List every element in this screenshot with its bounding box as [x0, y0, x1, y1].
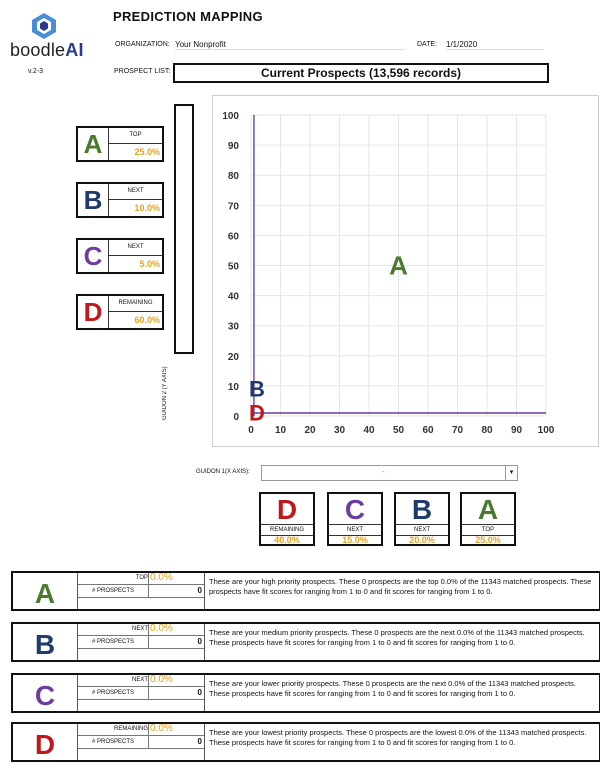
tier-annotation-a: A	[389, 250, 408, 281]
chart-frame	[212, 95, 599, 447]
guidon1-select[interactable]: -	[261, 465, 506, 481]
y-tick-label: 20	[227, 351, 239, 363]
tier-letter: D	[13, 724, 78, 760]
org-label: ORGANIZATION:	[115, 41, 170, 48]
tier-percent: 0.0%	[150, 674, 173, 685]
version-label: v.2-3	[28, 68, 44, 75]
tier-percent: 40.0%	[274, 535, 300, 545]
tier-name: NEXT	[329, 524, 381, 536]
tier-percent: 0.0%	[150, 572, 173, 583]
legend-tier-a	[76, 126, 164, 162]
prospect-count-label: # PROSPECTS	[78, 687, 149, 699]
tier-letter: C	[78, 240, 109, 272]
tier-name: TOP	[462, 524, 514, 536]
x-tick-label: 10	[274, 425, 287, 436]
y-tick-label: 100	[222, 111, 239, 122]
chevron-down-icon[interactable]: ▾	[505, 465, 518, 481]
x-tick-label: 30	[333, 425, 346, 436]
date-label: DATE:	[417, 41, 438, 48]
prospect-count-label: # PROSPECTS	[78, 736, 149, 748]
tier-stats	[78, 675, 205, 711]
tier-annotation-d: D	[248, 400, 265, 426]
tier-name: NEXT	[78, 624, 149, 635]
tier-letter: A	[78, 128, 109, 160]
yaxis-title: GUIDON 2 (Y AXIS)	[162, 366, 168, 420]
x-tick-label: 90	[510, 425, 523, 436]
tier-percent: 15.0%	[342, 535, 368, 545]
tier-name: NEXT	[109, 240, 162, 256]
legend-tier-d	[76, 294, 164, 330]
prospect-count: 0	[197, 688, 202, 697]
x-tick-label: 50	[392, 425, 405, 436]
tier-letter: A	[13, 573, 78, 609]
x-tick-label: 20	[304, 425, 316, 436]
summary-row-b	[11, 622, 600, 662]
bottom-legend-tier-c	[327, 492, 383, 546]
tier-letter: C	[13, 675, 78, 711]
prospect-count-label: # PROSPECTS	[78, 585, 149, 597]
x-tick-label: 60	[422, 425, 434, 436]
tier-letter: D	[78, 296, 109, 328]
legend-tier-c	[76, 238, 164, 274]
prediction-chart	[213, 96, 598, 446]
prospect-list-label: PROSPECT LIST:	[114, 68, 171, 75]
tier-name: NEXT	[78, 675, 149, 686]
tier-letter: B	[13, 624, 78, 660]
prospect-count-label: # PROSPECTS	[78, 636, 149, 648]
y-tick-label: 50	[227, 261, 239, 273]
xaxis-label: GUIDON 1(X AXIS):	[196, 469, 250, 475]
tier-stats	[78, 573, 205, 609]
tier-percent[interactable]: 10.0%	[134, 203, 160, 213]
brand-logo: boodleAI	[10, 40, 84, 60]
tier-percent: 0.0%	[150, 623, 173, 634]
y-tick-label: 30	[227, 321, 239, 333]
tier-letter: B	[411, 494, 433, 525]
tier-percent[interactable]: 5.0%	[139, 259, 160, 269]
x-tick-label: 70	[451, 425, 464, 436]
tier-stats	[78, 724, 205, 760]
tier-name: TOP	[109, 128, 162, 144]
x-tick-label: 80	[481, 425, 493, 436]
prospect-count: 0	[197, 586, 202, 595]
y-tick-label: 90	[227, 141, 239, 153]
tier-stats	[78, 624, 205, 660]
tier-name: REMAINING	[109, 296, 162, 312]
tier-description: These are your lower priority prospects. These 0 prospects are the next 0.0% of the 11343 matched prospects. These prospects have fit scores for ranging from 1 to 0 and fit scores for ranging from 1 to 0.	[209, 679, 577, 698]
tier-description: These are your lowest priority prospects. These 0 prospects are the lowest 0.0% of the 11343 matched prospects. These prospects have fit scores for ranging from 1 to 0 and fit scores for ranging from 1 to 0.	[209, 728, 587, 747]
bottom-legend-tier-a	[460, 492, 516, 546]
prospect-count: 0	[197, 737, 202, 746]
x-tick-label: 40	[363, 425, 375, 436]
tier-name: TOP	[78, 573, 149, 584]
y-tick-label: 70	[227, 201, 239, 213]
tier-percent[interactable]: 60.0%	[134, 315, 160, 325]
tier-letter: B	[78, 184, 109, 216]
tier-letter: C	[344, 494, 366, 525]
tier-description: These are your medium priority prospects. These 0 prospects are the next 0.0% of the 11343 matched prospects. These prospects have fit scores for ranging from 1 to 0 and fit scores for ranging from 1 to 0.	[209, 628, 585, 647]
tier-percent: 25.0%	[475, 535, 501, 545]
tier-name: NEXT	[109, 184, 162, 200]
y-tick-label: 0	[233, 412, 239, 423]
tier-description: These are your high priority prospects. These 0 prospects are the top 0.0% of the 11343 matched prospects. These prospects have fit scores for ranging from 1 to 0 and fit scores for ranging from 1 to 0.	[209, 577, 592, 596]
date-value[interactable]: 1/1/2020	[446, 40, 544, 50]
tier-annotation-b: B	[248, 376, 265, 402]
tier-name: REMAINING	[78, 724, 149, 735]
tier-name: NEXT	[396, 524, 448, 536]
x-tick-label: 100	[537, 425, 555, 436]
summary-row-c	[11, 673, 600, 713]
prospect-list-select[interactable]: Current Prospects (13,596 records)	[173, 63, 549, 83]
tier-percent[interactable]: 25.0%	[134, 147, 160, 157]
y-tick-label: 80	[227, 171, 239, 183]
guidon2-selector[interactable]	[174, 104, 194, 354]
y-tick-label: 40	[227, 291, 239, 303]
bottom-legend-tier-b	[394, 492, 450, 546]
y-tick-label: 60	[227, 231, 239, 243]
legend-tier-b	[76, 182, 164, 218]
bottom-legend-tier-d	[259, 492, 315, 546]
tier-percent: 20.0%	[409, 535, 435, 545]
logo-icon	[30, 12, 58, 40]
prospect-count: 0	[197, 637, 202, 646]
y-tick-label: 10	[227, 381, 239, 393]
page-title: PREDICTION MAPPING	[113, 9, 263, 24]
x-tick-label: 0	[248, 425, 254, 436]
tier-name: REMAINING	[261, 524, 313, 536]
tier-percent: 0.0%	[150, 723, 173, 734]
summary-row-a	[11, 571, 600, 611]
tier-letter: D	[276, 494, 298, 525]
tier-letter: A	[477, 494, 499, 525]
summary-row-d	[11, 722, 600, 762]
org-value[interactable]: Your Nonprofit	[175, 40, 405, 50]
